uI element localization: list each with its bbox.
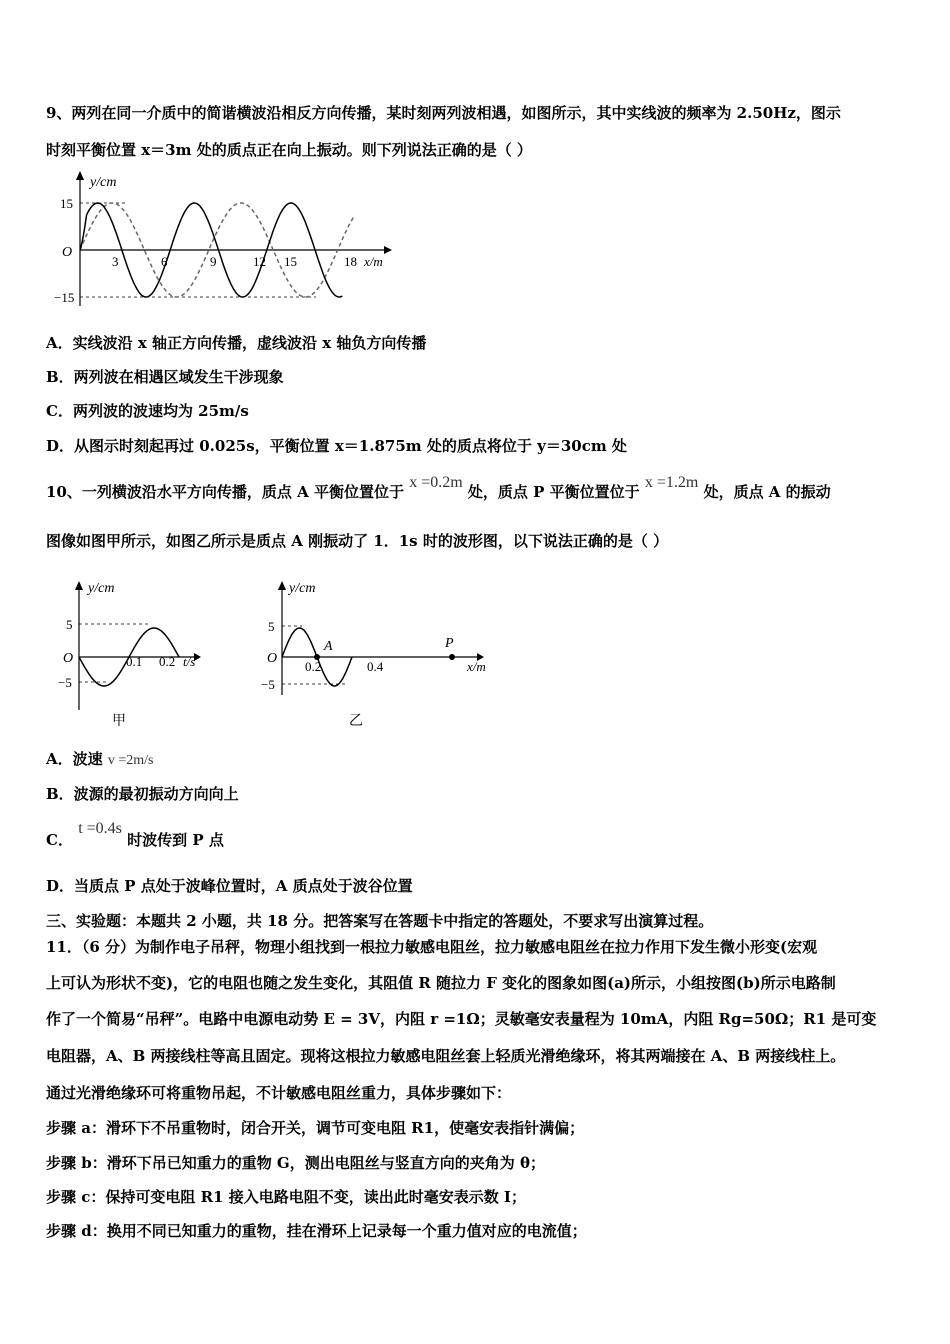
q9-line-1: 9、两列在同一介质中的简谐横波沿相反方向传播，某时刻两列波相遇，如图所示，其中实线波的频率为 2.50Hz，图示: [46, 104, 841, 122]
q9-axes: [76, 171, 392, 306]
y-axis-label: y/cm: [289, 581, 316, 596]
q11-step-a: 步骤 a：滑环下不吊重物时，闭合开关，调节可变电阻 R1，使毫安表指针满偏；: [46, 1119, 585, 1137]
x-tick-18: 18: [344, 254, 357, 269]
q10-option-c-label: C．: [46, 831, 73, 849]
tick-minus-15: −15: [54, 290, 75, 305]
q10-option-c-text: 时波传到 P 点: [127, 831, 224, 849]
x-tick-0.2: 0.2: [305, 659, 322, 674]
x-tick-9: 9: [210, 254, 217, 269]
q10-option-a-text: A．波速: [46, 750, 103, 768]
q11-line-1: 11．（6 分）为制作电子吊秤，物理小组找到一根拉力敏感电阻丝，拉力敏感电阻丝在拉力作用下发生微小形变(宏观: [46, 938, 818, 956]
point-a-label: A: [324, 639, 333, 654]
q10-option-c: [46, 820, 224, 851]
q10-line1-part-c: 处，质点 A 的振动: [703, 483, 831, 501]
x-tick-0.4: 0.4: [367, 659, 384, 674]
q10-formula-a: x =0.2m: [409, 474, 463, 491]
tick-minus-5: −5: [58, 675, 72, 690]
x-tick-0.1: 0.1: [126, 654, 143, 669]
x-axis-arrow: [384, 246, 392, 254]
q10-line1-part-a: 10、一列横波沿水平方向传播，质点 A 平衡位置位于: [46, 483, 404, 501]
y-axis-arrow: [75, 581, 83, 590]
q10-line-1: [46, 474, 831, 503]
tick-15: 15: [60, 196, 73, 211]
x-tick-15: 15: [284, 254, 297, 269]
q9-option-b: B．两列波在相遇区域发生干涉现象: [46, 368, 284, 386]
x-axis-label: x/m: [364, 254, 383, 269]
q10-line1-part-b: 处，质点 P 平衡位置位于: [467, 483, 640, 501]
caption-yi: 乙: [349, 714, 363, 729]
origin-label: O: [267, 651, 278, 666]
q9-option-a: A．实线波沿 x 轴正方向传播，虚线波沿 x 轴负方向传播: [46, 334, 427, 352]
y-axis-label: y/cm: [88, 581, 115, 596]
x-tick-0.2: 0.2: [159, 654, 176, 669]
q9-option-d: D．从图示时刻起再过 0.025s，平衡位置 x＝1.875m 处的质点将位于 y＝30cm 处: [46, 437, 627, 455]
y-axis-arrow: [278, 581, 286, 590]
q10-option-c-formula: t =0.4s: [78, 820, 122, 837]
q11-line-2: 上可认为形状不变)，它的电阻也随之发生变化，其阻值 R 随拉力 F 变化的图象如图(a)所示，小组按图(b)所示电路制: [46, 974, 836, 992]
y-axis-label: y/cm: [90, 175, 117, 190]
x-axis-label: x/m: [467, 659, 486, 674]
q11-line-5: 通过光滑绝缘环可将重物吊起，不计敏感电阻丝重力，具体步骤如下：: [46, 1084, 512, 1102]
caption-jia: 甲: [112, 714, 126, 729]
x-axis-label: t/s: [183, 654, 196, 669]
q10-formula-b: x =1.2m: [644, 474, 699, 491]
q11-step-d: 步骤 d：换用不同已知重力的重物，挂在滑环上记录每一个重力值对应的电流值；: [46, 1222, 587, 1240]
point-p-marker: [449, 654, 455, 660]
q10-option-a-formula: v =2m/s: [107, 753, 154, 768]
q11-line-4: 电阻器，A、B 两接线柱等高且固定。现将这根拉力敏感电阻丝套上轻质光滑绝缘环，将其两端接在 A、B 两接线柱上。: [46, 1047, 846, 1065]
q9-wave-chart: [46, 168, 406, 313]
origin-label: O: [63, 651, 74, 666]
q10-option-a: [46, 749, 154, 771]
q11-step-c: 步骤 c：保持可变电阻 R1 接入电路电阻不变，读出此时毫安表示数 I；: [46, 1188, 526, 1206]
fig-jia: [46, 570, 221, 730]
x-tick-6: 6: [161, 254, 168, 269]
x-tick-3: 3: [112, 254, 119, 269]
q11-line-3: 作了一个简易“吊秤”。电路中电源电动势 E = 3V，内阻 r =1Ω；灵敏毫安表量程为 10mA，内阻 Rg=50Ω；R1 是可变: [46, 1010, 877, 1028]
y-axis-arrow: [76, 171, 84, 180]
q9-line-2: 时刻平衡位置 x＝3m 处的质点正在向上振动。则下列说法正确的是（ ）: [46, 141, 532, 159]
tick-5: 5: [66, 617, 73, 632]
q9-option-c: C．两列波的波速均为 25m/s: [46, 402, 249, 420]
fig-yi: [255, 570, 505, 730]
section-3-heading: 三、实验题：本题共 2 小题，共 18 分。把答案写在答题卡中指定的答题处，不要求写出演算过程。: [46, 912, 714, 930]
q10-option-d: D．当质点 P 点处于波峰位置时，A 质点处于波谷位置: [46, 877, 413, 895]
x-tick-12: 12: [253, 254, 266, 269]
q11-step-b: 步骤 b：滑环下吊已知重力的重物 G，测出电阻丝与竖直方向的夹角为 θ；: [46, 1154, 545, 1172]
point-p-label: P: [445, 636, 454, 651]
q10-line-2: 图像如图甲所示，如图乙所示是质点 A 刚振动了 1．1s 时的波形图，以下说法正确的是（ ）: [46, 532, 669, 550]
q10-option-b: B．波源的最初振动方向向上: [46, 785, 239, 803]
origin-label: O: [62, 245, 73, 260]
tick-5: 5: [268, 619, 275, 634]
tick-minus-5: −5: [261, 677, 275, 692]
